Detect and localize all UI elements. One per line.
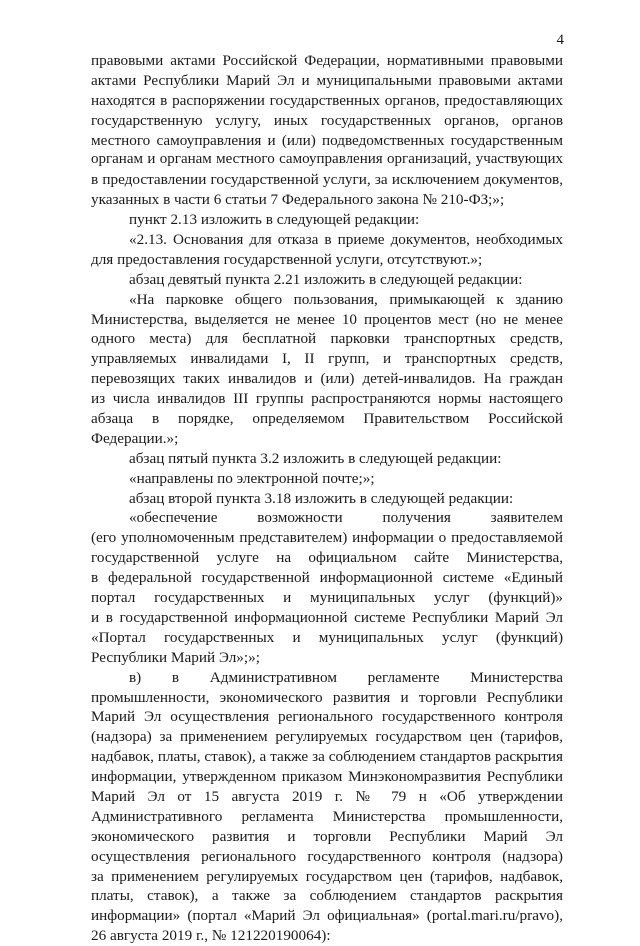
text-line: «Портал государственных и муниципальных услуг (функций) [91,628,563,646]
text-line: (его уполномоченным представителем) информации о предоставляемой [91,529,563,547]
text-line: (надзора) за применением регулируемых государством цен (тарифов, [91,728,563,746]
text-line: абзаца в порядке, определяемом Правительством Российской [91,410,563,428]
text-line: 26 августа 2019 г., № 121220190064): [91,927,331,945]
text-line: из числа инвалидов III группы распространяются нормы настоящего [91,390,563,408]
text-line: «обеспечение возможности получения заявителем [129,509,563,527]
text-line: Республики Марий Эл»;»; [91,648,260,666]
text-line: «направлены по электронной почте;»; [129,469,375,487]
text-line: указанных в части 6 статьи 7 Федерального закона № 210-ФЗ;»; [91,191,505,209]
text-line: за применением регулируемых государством цен (тарифов, надбавок, [91,867,563,885]
text-line: перевозящих таких инвалидов и (или) детей-инвалидов. На граждан [91,370,563,388]
text-line: информации, утвержденном приказом Минэкономразвития Республики [91,768,563,786]
text-line: Марий Эл от 15 августа 2019 г. № 79 н «Об утверждении [91,787,563,805]
text-line: пункт 2.13 изложить в следующей редакции: [129,211,420,229]
text-line: абзац девятый пункта 2.21 изложить в следующей редакции: [129,270,523,288]
text-line: и в государственной информационной системе Республики Марий Эл [91,608,563,626]
text-line: актами Республики Марий Эл и муниципальными правовыми актами [91,71,563,89]
text-line: органам и органам местного самоуправления организаций, участвующих [91,151,563,168]
text-line: портал государственных и муниципальных услуг (функций)» [91,589,563,607]
text-line: «2.13. Основания для отказа в приеме документов, необходимых [129,231,563,249]
text-line: осуществления регионального государственного контроля (надзора) [91,847,563,865]
page-number: 4 [556,32,564,48]
text-line: одного места) для бесплатной парковки транспортных средств, [91,330,563,348]
text-line: в предоставлении государственной услуги, за исключением документов, [91,171,563,189]
text-line: абзац пятый пункта 3.2 изложить в следующей редакции: [129,449,502,467]
text-line: платы, ставок), а также за соблюдением стандартов раскрытия [91,887,563,905]
text-line: правовыми актами Российской Федерации, нормативными правовыми [91,52,563,69]
text-line: информации» (портал «Марий Эл официальная» (portal.mari.ru/pravo), [91,907,563,925]
text-line: государственной услуге на официальном сайте Министерства, [91,549,563,567]
text-line: местного самоуправления и (или) подведомственных государственным [91,131,563,149]
text-line: в федеральной государственной информационной системе «Единый [91,569,563,587]
text-line: «На парковке общего пользования, примыкающей к зданию [129,290,563,308]
text-line: надбавок, платы, ставок), а также за соблюдением стандартов раскрытия [91,748,563,766]
text-line: Министерства, выделяется не менее 10 процентов мест (но не менее [91,310,563,328]
text-line: государственную услугу, иных государственных органов, органов [91,111,563,129]
text-line: управляемых инвалидами I, II групп, и транспортных средств, [91,350,563,368]
text-line: Марий Эл осуществления регионального государственного контроля [91,708,563,726]
text-line: абзац второй пункта 3.18 изложить в следующей редакции: [129,489,514,507]
text-line: в) в Административном регламенте Министерства [129,668,563,686]
text-line: для предоставления государственной услуги, отсутствуют.»; [91,250,483,268]
document-body [91,51,563,946]
text-line: Административного регламента Министерства промышленности, [91,807,563,825]
text-line: Федерации.»; [91,429,179,447]
text-line: находятся в распоряжении государственных органов, предоставляющих [91,91,563,109]
text-line: экономического развития и торговли Республики Марий Эл [91,827,563,845]
text-line: промышленности, экономического развития и торговли Республики [91,688,563,706]
